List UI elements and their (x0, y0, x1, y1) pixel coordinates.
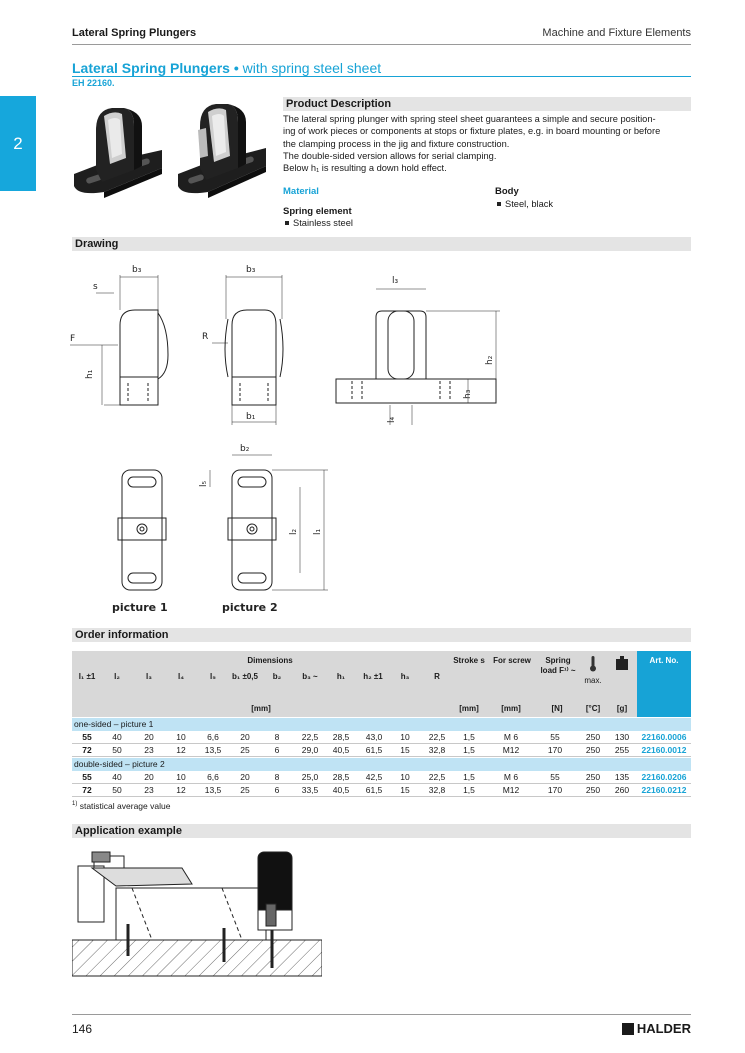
drawing-side-view-double (336, 276, 500, 425)
table-cell: 15 (400, 745, 410, 755)
table-cell: 8 (274, 732, 280, 742)
table-cell: 72 (82, 745, 92, 755)
plunger-photo-one-sided (74, 108, 162, 198)
body-material-value: Steel, black (505, 199, 554, 209)
table-cell: 55 (550, 732, 560, 742)
table-cell: 1,5 (463, 772, 475, 782)
description-line: Below h₁ is resulting a down hold effect. (283, 163, 447, 174)
unit-dims: [mm] (251, 704, 271, 713)
dimensions-label: Dimensions (247, 656, 293, 665)
table-cell: 12 (176, 745, 186, 755)
table-cell: 55 (550, 772, 560, 782)
footnote-mark: 1) (72, 801, 78, 808)
table-cell: 32,8 (428, 785, 446, 795)
table-cell: M12 (502, 745, 520, 755)
spring-element-heading: Spring element (283, 206, 352, 217)
caption-picture-1: picture 1 (112, 601, 168, 614)
table-cell: 20 (144, 772, 154, 782)
material-heading: Material (283, 186, 319, 197)
col-h2: h₂ ±1 (363, 672, 383, 681)
unit-temp: [°C] (585, 704, 601, 713)
table-cell: 10 (400, 772, 410, 782)
dim-label-s: s (93, 282, 98, 292)
unit-weight: [g] (616, 704, 628, 713)
table-cell: 61,5 (365, 785, 383, 795)
caption-picture-2: picture 2 (222, 601, 278, 614)
unit-screw: [mm] (501, 704, 521, 713)
group-one-sided: one-sided – picture 1 (72, 718, 691, 731)
spring-element-material (283, 218, 353, 228)
dim-label-h3: h₃ (463, 389, 473, 399)
section-heading-order-information: Order information (72, 628, 691, 642)
drawing-side-view-one-sided (70, 265, 168, 405)
dim-label-l2: l₂ (289, 528, 299, 535)
table-cell: 40 (112, 772, 122, 782)
page-number: 146 (72, 1022, 93, 1036)
thermometer-icon (589, 656, 597, 672)
table-cell: 20 (240, 732, 250, 742)
weight-icon (616, 656, 628, 670)
dim-label-b3: b₃ (132, 265, 142, 275)
col-h1: h₁ (336, 672, 346, 681)
col-R: R (434, 672, 440, 681)
col-temp-max: max. (584, 676, 602, 685)
drawing-top-view-picture-1 (118, 470, 166, 590)
drawing-top-view-picture-2 (199, 444, 328, 590)
bullet-icon (497, 202, 501, 206)
table-cell: 50 (112, 785, 122, 795)
table-cell: 10 (176, 732, 186, 742)
product-photo (72, 96, 277, 200)
unit-load: [N] (551, 704, 563, 713)
table-cell: 25 (240, 745, 250, 755)
table-cell: 12 (176, 785, 186, 795)
table-cell: 6 (274, 745, 280, 755)
col-b3: b₃ ~ (302, 672, 318, 681)
table-cell: 170 (547, 745, 563, 755)
application-example-illustration (72, 848, 322, 978)
group-double-sided: double-sided – picture 2 (72, 758, 691, 771)
table-cell: 72 (82, 785, 92, 795)
table-cell: 130 (614, 732, 630, 742)
brand-name: HALDER (636, 1021, 691, 1036)
col-b2: b₂ (272, 672, 282, 681)
footnote-text: statistical average value (79, 801, 171, 811)
article-number[interactable]: 22160.0212 (641, 785, 687, 795)
col-stroke: Stroke s (453, 656, 485, 665)
table-cell: 15 (400, 785, 410, 795)
plunger-photo-double-sided (178, 104, 266, 198)
brand-logo (622, 1021, 691, 1036)
spring-element-value: Stainless steel (293, 218, 353, 228)
article-number[interactable]: 22160.0006 (641, 732, 687, 742)
col-h3: h₃ (400, 672, 410, 681)
table-cell: 260 (614, 785, 630, 795)
dim-label-l1: l₁ (313, 528, 323, 535)
body-material (495, 199, 553, 209)
table-cell: 42,5 (365, 772, 383, 782)
chapter-tab: 2 (0, 96, 36, 191)
table-cell: 55 (82, 732, 92, 742)
table-cell: M12 (502, 785, 520, 795)
bullet-icon (285, 221, 289, 225)
table-cell: 10 (400, 732, 410, 742)
table-cell: 25 (240, 785, 250, 795)
running-header-category: Machine and Fixture Elements (542, 27, 691, 39)
halder-logo-icon (622, 1023, 634, 1035)
dim-label-l4: l₄ (387, 416, 397, 423)
table-cell: 170 (547, 785, 563, 795)
dim-label-h1: h₁ (85, 369, 95, 379)
table-cell: 33,5 (301, 785, 319, 795)
table-cell: 6 (274, 785, 280, 795)
dim-label-R: R (202, 332, 209, 342)
table-cell: 250 (585, 772, 601, 782)
table-cell: 22,5 (428, 772, 446, 782)
table-cell: 40,5 (332, 785, 350, 795)
table-cell: 250 (585, 785, 601, 795)
product-title (72, 60, 381, 76)
table-row (72, 784, 691, 797)
table-cell: 250 (585, 732, 601, 742)
running-header-title: Lateral Spring Plungers (72, 27, 197, 39)
drawing-front-view (202, 265, 283, 425)
section-heading-drawing: Drawing (72, 237, 691, 251)
dim-label-b3-front: b₃ (246, 265, 256, 275)
table-cell: 1,5 (463, 745, 475, 755)
table-cell: 23 (144, 745, 154, 755)
footer-divider (72, 1014, 691, 1015)
table-cell: 28,5 (332, 732, 350, 742)
table-cell: 20 (144, 732, 154, 742)
table-cell: 28,5 (332, 772, 350, 782)
table-cell: 6,6 (207, 732, 219, 742)
description-line: ing of work pieces or components at stops or fixture plates, e.g. in board mounting or before (283, 126, 661, 137)
table-footnote (72, 801, 170, 811)
table-cell: 8 (274, 772, 280, 782)
section-heading-application-example: Application example (72, 824, 691, 838)
table-cell: M 6 (503, 732, 519, 742)
col-b1: b₁ ±0,5 (232, 672, 258, 681)
table-cell: 22,5 (428, 732, 446, 742)
table-cell: 250 (585, 745, 601, 755)
dim-label-b1: b₁ (246, 412, 256, 422)
table-cell: 13,5 (204, 745, 222, 755)
description-line: The lateral spring plunger with spring steel sheet guarantees a simple and secure position- (283, 114, 656, 124)
dim-label-b2: b₂ (240, 444, 250, 454)
col-l5: l₅ (210, 672, 216, 681)
table-cell: 40 (112, 732, 122, 742)
dim-label-F: F (70, 334, 76, 344)
table-row (72, 771, 691, 784)
product-code: EH 22160. (72, 78, 115, 88)
table-cell: 20 (240, 772, 250, 782)
dim-label-l5: l₅ (199, 480, 209, 487)
table-row (72, 731, 691, 744)
col-for-screw: For screw (493, 656, 531, 665)
table-cell: 135 (614, 772, 630, 782)
technical-drawing (60, 255, 520, 625)
description-line: The double-sided version allows for serial clamping. (283, 150, 497, 161)
table-cell: 43,0 (365, 732, 383, 742)
col-art-no: Art. No. (637, 651, 691, 717)
table-cell: 40,5 (332, 745, 350, 755)
table-row (72, 744, 691, 757)
product-title-main: Lateral Spring Plungers (72, 60, 230, 76)
table-cell: 61,5 (365, 745, 383, 755)
table-cell: 13,5 (204, 785, 222, 795)
table-cell: 22,5 (301, 732, 319, 742)
article-number[interactable]: 22160.0206 (641, 772, 687, 782)
body-heading: Body (495, 186, 519, 197)
table-cell: 25,0 (301, 772, 319, 782)
product-description (283, 113, 691, 174)
dim-label-l3: l₃ (392, 276, 399, 286)
col-l3: l₃ (146, 672, 152, 681)
table-cell: 6,6 (207, 772, 219, 782)
description-line: the clamping process in the jig and fixture construction. (283, 138, 510, 149)
table-cell: 55 (82, 772, 92, 782)
col-spring-load: Spring load F¹⁾ ~ (540, 656, 576, 675)
table-cell: 255 (614, 745, 630, 755)
table-cell: 1,5 (463, 785, 475, 795)
col-l4: l₄ (177, 672, 185, 681)
dim-label-h2: h₂ (485, 355, 495, 365)
article-number[interactable]: 22160.0012 (641, 745, 687, 755)
table-cell: M 6 (503, 772, 519, 782)
header-divider (72, 44, 691, 45)
title-bullet: • (233, 60, 239, 76)
section-heading-product-description: Product Description (283, 97, 691, 111)
table-cell: 1,5 (463, 732, 475, 742)
table-cell: 10 (176, 772, 186, 782)
col-l1: l₁ ±1 (78, 672, 96, 681)
table-cell: 50 (112, 745, 122, 755)
unit-stroke: [mm] (459, 704, 479, 713)
table-cell: 29,0 (301, 745, 319, 755)
title-divider (72, 76, 691, 77)
table-cell: 23 (144, 785, 154, 795)
table-cell: 32,8 (428, 745, 446, 755)
col-l2: l₂ (114, 672, 120, 681)
product-title-sub: with spring steel sheet (242, 60, 382, 76)
